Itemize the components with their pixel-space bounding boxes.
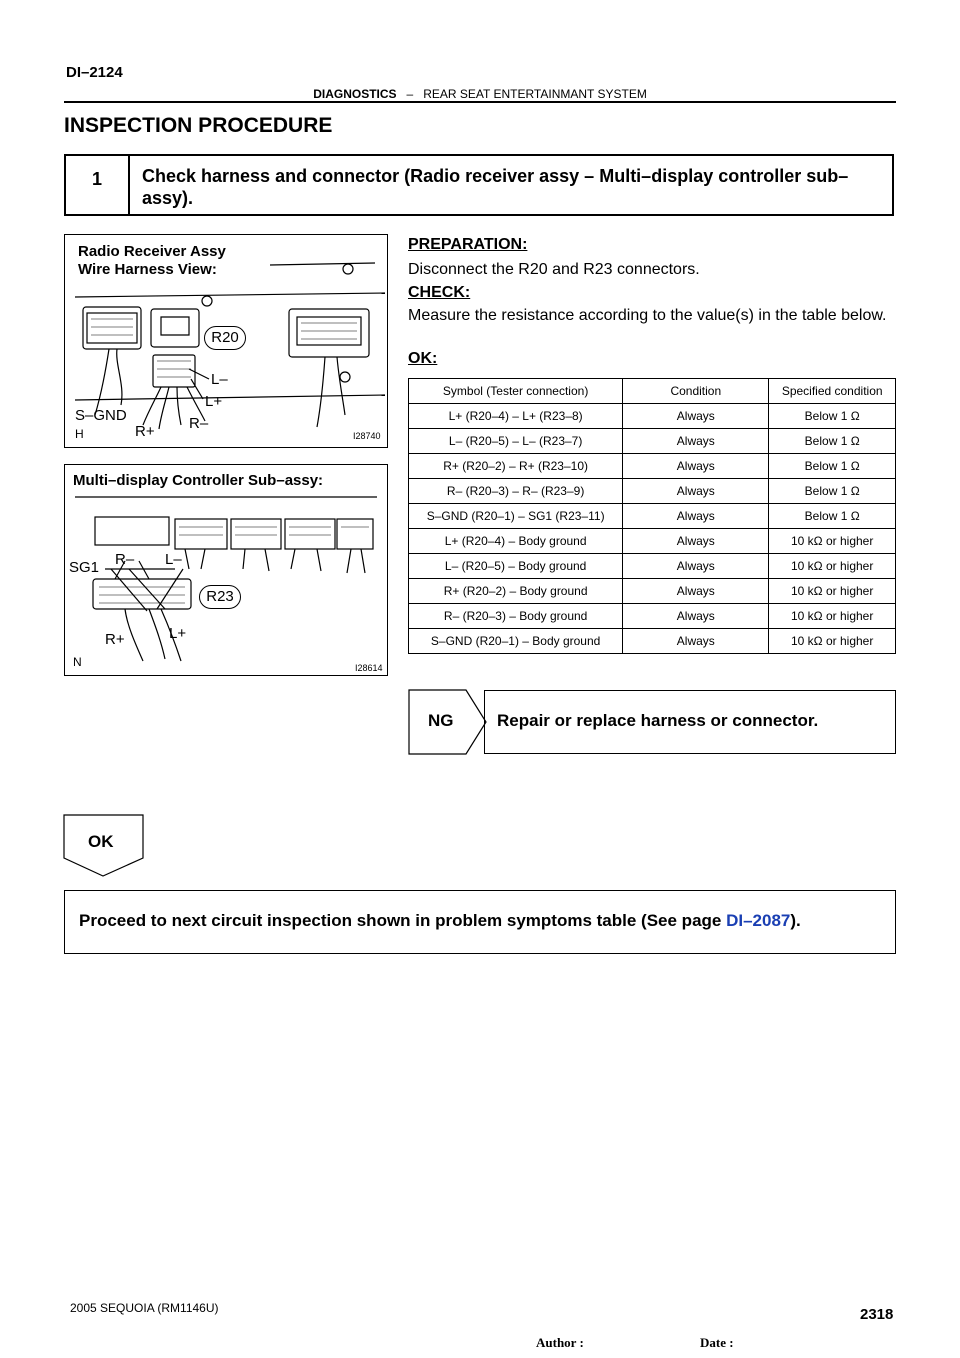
table-cell: R– (R20–3) – Body ground: [409, 604, 623, 629]
pin-label-r-plus-2: R+: [105, 631, 125, 648]
connector-label-r23: R23: [199, 585, 241, 609]
table-cell: L– (R20–5) – L– (R23–7): [409, 429, 623, 454]
table-cell: Always: [623, 554, 769, 579]
pin-label-l-plus-2: L+: [169, 625, 187, 642]
header-separator: –: [406, 87, 414, 101]
table-cell: 10 kΩ or higher: [769, 604, 896, 629]
ok-heading: OK:: [408, 350, 438, 367]
figure2-id: I28614: [355, 663, 383, 673]
check-heading: CHECK:: [408, 284, 471, 301]
page-title: INSPECTION PROCEDURE: [64, 114, 333, 137]
table-row: [409, 554, 896, 579]
ok-action-box: [64, 890, 896, 954]
table-row: [409, 404, 896, 429]
table-cell: R– (R20–3) – R– (R23–9): [409, 479, 623, 504]
table-header-row: [409, 379, 896, 404]
table-cell: L– (R20–5) – Body ground: [409, 554, 623, 579]
table-cell: S–GND (R20–1) – SG1 (R23–11): [409, 504, 623, 529]
table-cell: Always: [623, 604, 769, 629]
footer-author: Author :: [536, 1335, 584, 1350]
spec-table-body: [409, 379, 896, 654]
pin-label-r-plus: R+: [135, 423, 155, 440]
step-text: Check harness and connector (Radio receiver assy – Multi–display controller sub–assy).: [142, 166, 849, 208]
table-row: [409, 479, 896, 504]
table-row: [409, 579, 896, 604]
spec-table: [408, 378, 896, 654]
header-rule: [64, 101, 896, 103]
figure2-caption: Multi–display Controller Sub–assy:: [73, 472, 324, 489]
footer-date: Date :: [700, 1335, 734, 1350]
preparation-heading: PREPARATION:: [408, 236, 528, 253]
ok-text-before: Proceed to next circuit inspection shown in problem symptoms table (See page: [79, 911, 727, 930]
figure-radio-receiver: [64, 234, 388, 448]
pin-label-r-minus: R–: [189, 415, 209, 432]
table-cell: Always: [623, 629, 769, 654]
table-header-cell: Condition: [623, 379, 769, 404]
figure1-caption: Radio Receiver Assy: [78, 243, 226, 260]
ng-action-text: Repair or replace harness or connector.: [497, 711, 819, 730]
pin-label-r-minus-2: R–: [115, 551, 135, 568]
table-cell: Always: [623, 454, 769, 479]
pin-label-sg1: SG1: [69, 559, 100, 576]
pin-label-l-plus: L+: [205, 393, 223, 410]
table-cell: 10 kΩ or higher: [769, 529, 896, 554]
figure1-corner-mark: H: [75, 427, 84, 441]
table-row: [409, 629, 896, 654]
table-row: [409, 454, 896, 479]
table-cell: 10 kΩ or higher: [769, 629, 896, 654]
footer-model: 2005 SEQUOIA (RM1146U): [70, 1301, 219, 1315]
figure-multi-display-controller: [64, 464, 388, 676]
table-cell: L+ (R20–4) – Body ground: [409, 529, 623, 554]
step-number: 1: [66, 156, 130, 214]
ok-label: OK: [88, 832, 114, 851]
table-row: [409, 504, 896, 529]
page-code: DI–2124: [66, 64, 123, 81]
table-cell: Always: [623, 529, 769, 554]
table-cell: Always: [623, 479, 769, 504]
table-cell: Always: [623, 429, 769, 454]
ng-action-box: [484, 690, 896, 754]
table-row: [409, 604, 896, 629]
table-cell: 10 kΩ or higher: [769, 554, 896, 579]
pin-label-s-gnd: S–GND: [75, 407, 127, 424]
header-subsection: REAR SEAT ENTERTAINMANT SYSTEM: [423, 87, 647, 101]
table-header-cell: Symbol (Tester connection): [409, 379, 623, 404]
ok-action-text: [79, 911, 801, 931]
check-text: Measure the resistance according to the value(s) in the table below.: [408, 307, 887, 324]
table-cell: L+ (R20–4) – L+ (R23–8): [409, 404, 623, 429]
table-cell: Below 1 Ω: [769, 404, 896, 429]
pin-label-l-minus-2: L–: [165, 551, 182, 568]
pin-label-l-minus: L–: [211, 371, 228, 388]
table-cell: Always: [623, 579, 769, 604]
table-row: [409, 429, 896, 454]
figure2-corner-mark: N: [73, 655, 82, 669]
page-link-di-2087[interactable]: DI–2087: [726, 911, 791, 930]
table-header-cell: Specified condition: [769, 379, 896, 404]
table-cell: Below 1 Ω: [769, 504, 896, 529]
connector-label-r20: R20: [204, 326, 246, 350]
footer-page-number: 2318: [860, 1306, 894, 1323]
running-header: [0, 87, 960, 101]
preparation-text: Disconnect the R20 and R23 connectors.: [408, 261, 700, 278]
table-cell: Below 1 Ω: [769, 479, 896, 504]
table-cell: Below 1 Ω: [769, 429, 896, 454]
figure1-id: I28740: [353, 431, 381, 441]
figure1-caption-2: Wire Harness View:: [78, 261, 217, 278]
ok-text-after: ).: [790, 911, 801, 930]
table-cell: 10 kΩ or higher: [769, 579, 896, 604]
table-row: [409, 529, 896, 554]
table-cell: Below 1 Ω: [769, 454, 896, 479]
header-section: DIAGNOSTICS: [313, 87, 397, 101]
table-cell: Always: [623, 404, 769, 429]
table-cell: R+ (R20–2) – Body ground: [409, 579, 623, 604]
ng-label: NG: [428, 711, 454, 730]
table-cell: Always: [623, 504, 769, 529]
step-box: [64, 154, 894, 216]
table-cell: S–GND (R20–1) – Body ground: [409, 629, 623, 654]
table-cell: R+ (R20–2) – R+ (R23–10): [409, 454, 623, 479]
